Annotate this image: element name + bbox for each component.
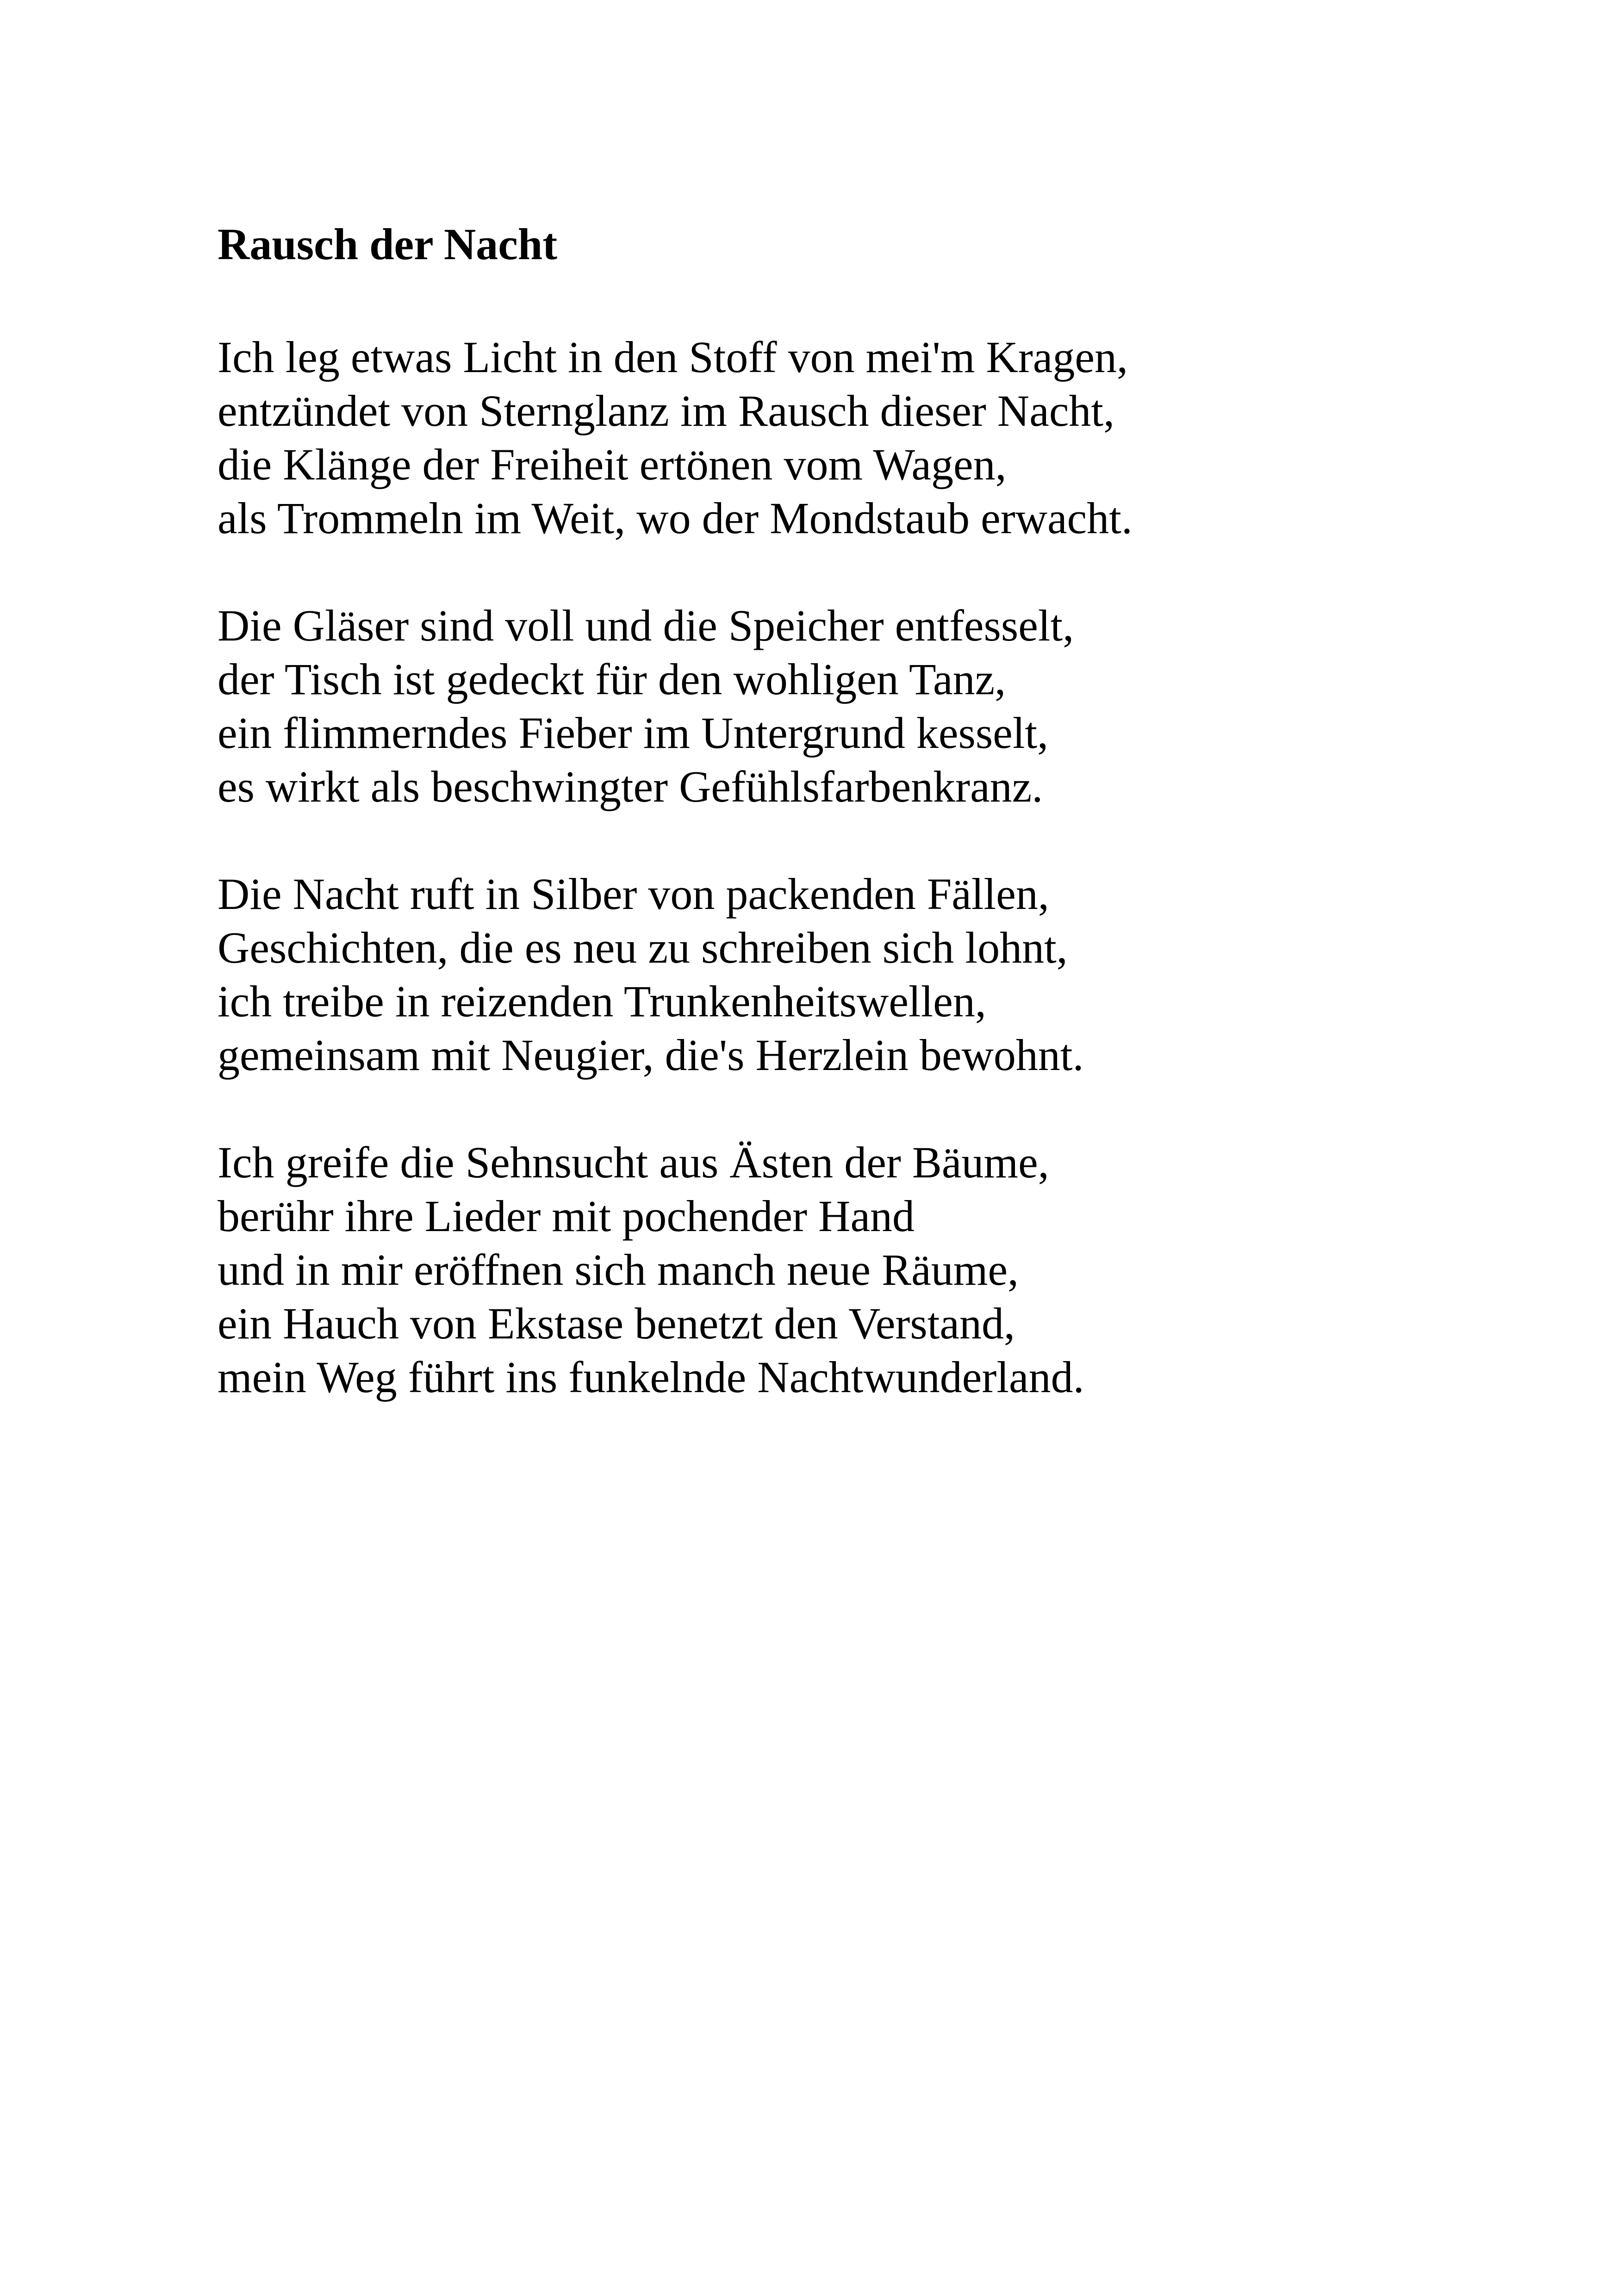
- stanza-2: [218, 599, 1467, 814]
- verse-line: berühr ihre Lieder mit pochender Hand: [218, 1191, 915, 1241]
- verse-line: ein flimmerndes Fieber im Untergrund kesselt,: [218, 708, 1049, 758]
- poem: [218, 213, 1467, 1458]
- verse-line: entzündet von Sternglanz im Rausch dieser Nacht,: [218, 386, 1115, 436]
- verse-line: es wirkt als beschwingter Gefühlsfarbenkranz.: [218, 762, 1043, 811]
- verse-line: ein Hauch von Ekstase benetzt den Verstand,: [218, 1299, 1015, 1348]
- verse-line: ich treibe in reizenden Trunkenheitswellen,: [218, 977, 986, 1026]
- verse-line: Ich greife die Sehnsucht aus Ästen der Bäume,: [218, 1138, 1049, 1187]
- poem-title: Rausch der Nacht: [218, 219, 558, 269]
- stanza-4: [218, 1136, 1467, 1404]
- verse-line: Ich leg etwas Licht in den Stoff von mei'm Kragen,: [218, 332, 1128, 382]
- verse-line: Die Nacht ruft in Silber von packenden Fällen,: [218, 869, 1049, 919]
- verse-line: der Tisch ist gedeckt für den wohligen Tanz,: [218, 654, 1006, 704]
- verse-line: mein Weg führt ins funkelnde Nachtwunderland.: [218, 1352, 1084, 1402]
- verse-line: die Klänge der Freiheit ertönen vom Wagen,: [218, 440, 1007, 489]
- stanza-1: [218, 330, 1467, 545]
- verse-line: als Trommeln im Weit, wo der Mondstaub erwacht.: [218, 493, 1133, 543]
- verse-line: Geschichten, die es neu zu schreiben sich lohnt,: [218, 923, 1068, 972]
- verse-line: und in mir eröffnen sich manch neue Räume,: [218, 1245, 1019, 1294]
- verse-line: gemeinsam mit Neugier, die's Herzlein bewohnt.: [218, 1030, 1084, 1080]
- stanza-3: [218, 867, 1467, 1082]
- verse-line: Die Gläser sind voll und die Speicher entfesselt,: [218, 601, 1074, 650]
